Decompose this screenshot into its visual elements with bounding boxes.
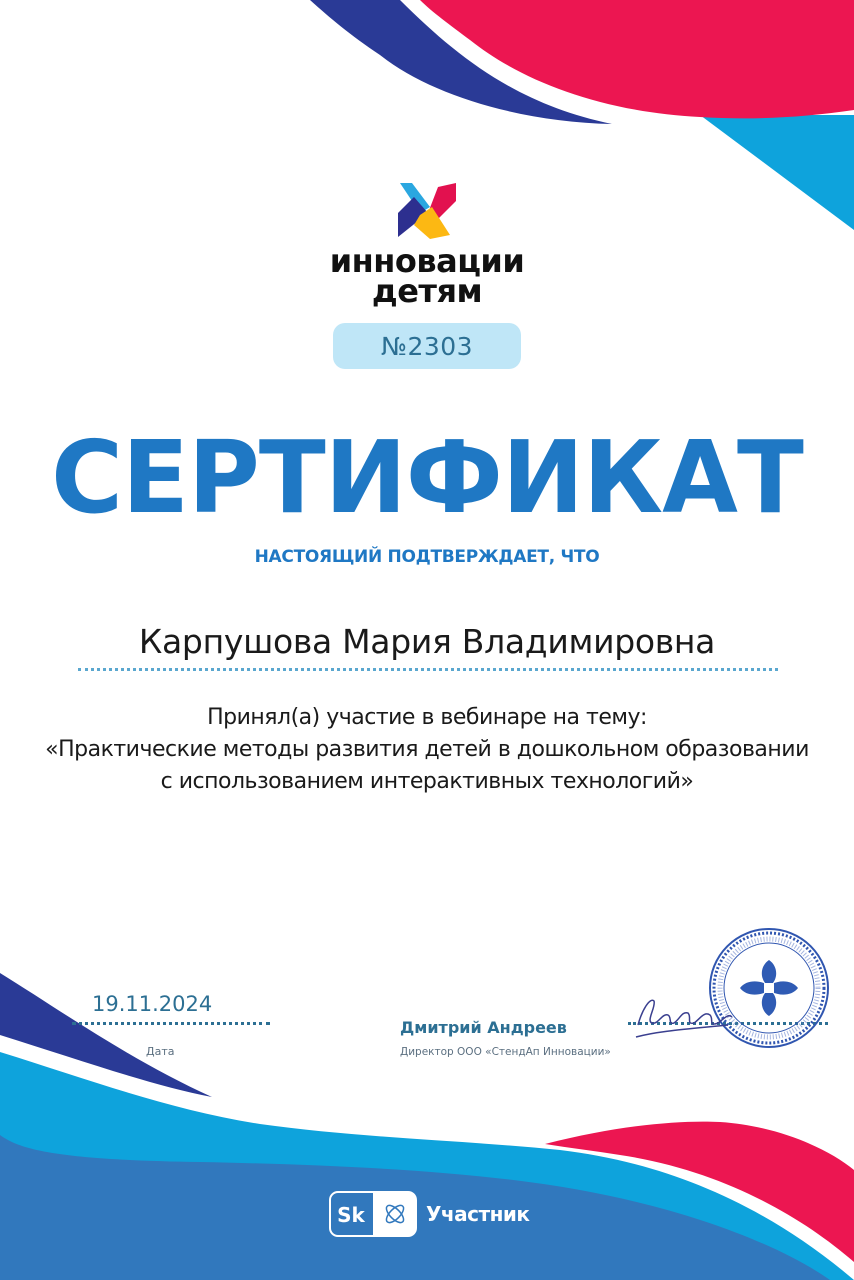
participation-text: Принял(а) участие в вебинаре на тему: <box>207 705 647 730</box>
logo-text-line1: инновации <box>329 242 525 280</box>
innovations-logo-icon <box>398 183 456 239</box>
date-label: Дата <box>146 1045 175 1058</box>
certificate-number-badge: №2303 <box>333 323 521 369</box>
webinar-topic-line1: «Практические методы развития детей в дошкольном образовании <box>45 737 809 762</box>
certificate-title: СЕРТИФИКАТ <box>51 419 803 536</box>
recipient-divider <box>78 668 778 671</box>
date-divider <box>72 1022 270 1025</box>
skolkovo-participant-label: Участник <box>426 1202 530 1226</box>
recipient-name: Карпушова Мария Владимировна <box>138 622 716 661</box>
skolkovo-logo-icon <box>329 1191 417 1237</box>
logo-text-line2: детям <box>371 272 483 310</box>
webinar-topic-line2: с использованием интерактивных технологий» <box>160 769 694 794</box>
top-light-blue-shape <box>700 115 854 230</box>
issue-date: 19.11.2024 <box>92 992 213 1016</box>
svg-text:Sk: Sk <box>337 1203 365 1227</box>
certificate-subtitle: НАСТОЯЩИЙ ПОДТВЕРЖДАЕТ, ЧТО <box>254 547 600 567</box>
signer-name: Дмитрий Андреев <box>400 1018 567 1037</box>
signer-role: Директор ООО «СтендАп Инновации» <box>400 1046 611 1058</box>
signature-icon <box>628 985 748 1045</box>
